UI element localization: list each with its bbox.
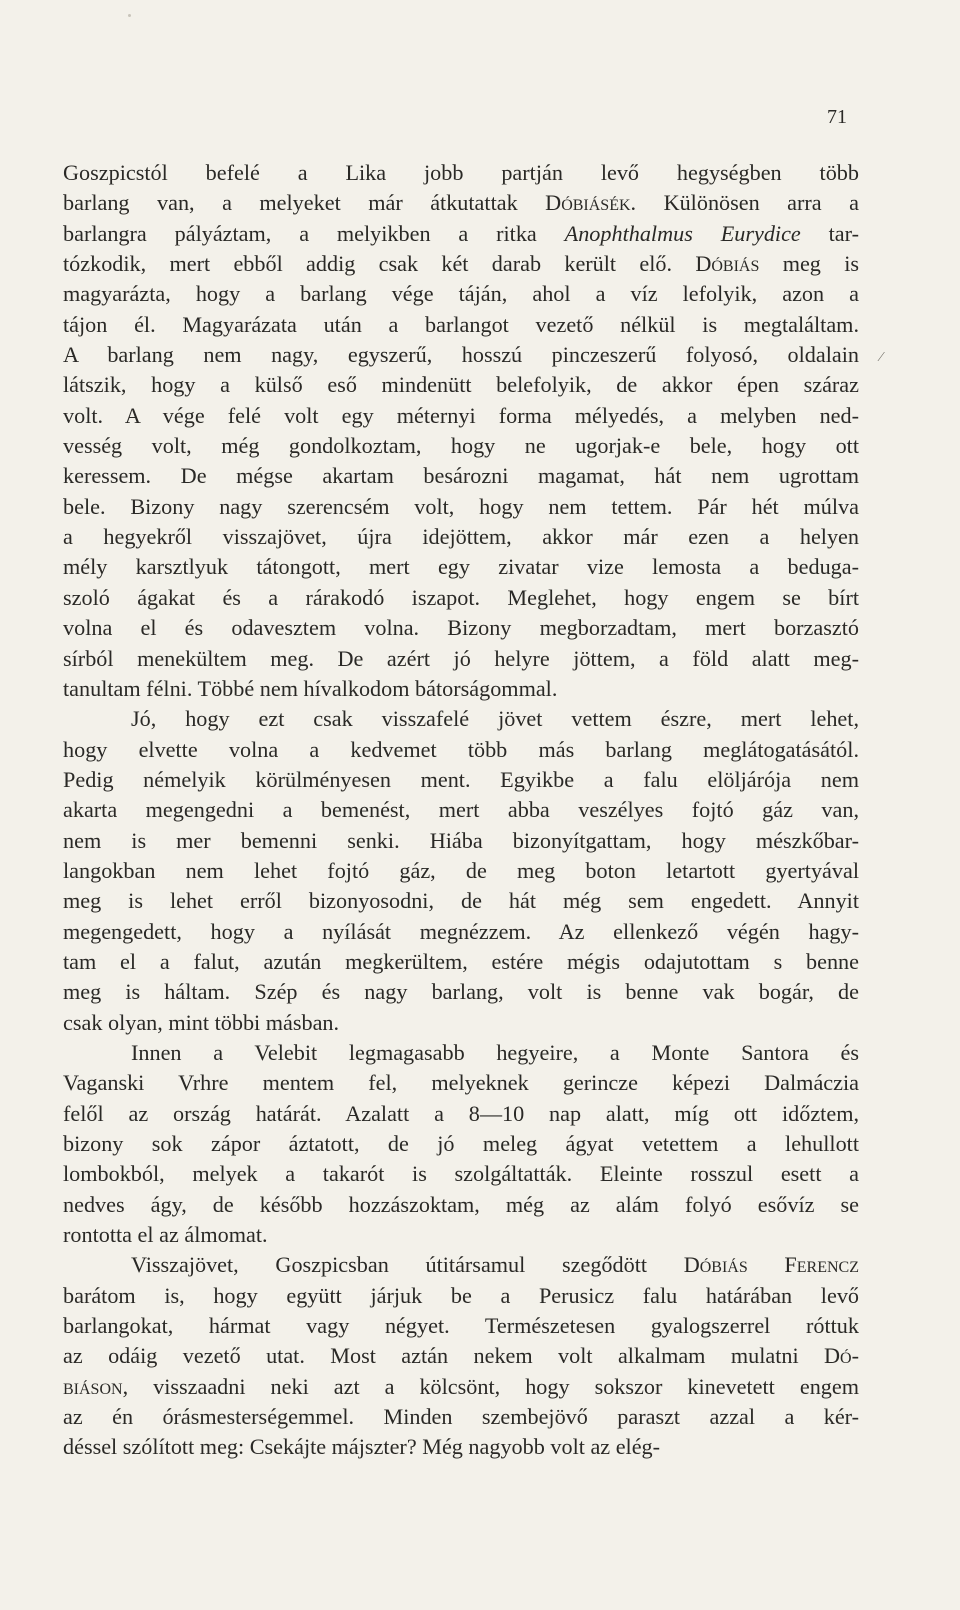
name-small-caps: Dóbiás Ferencz xyxy=(683,1252,859,1278)
text-run: barlangokat, hármat vagy négyet. Természetesen gyalogszerrel róttuk xyxy=(63,1313,859,1339)
text-run: volna el és odavesztem volna. Bizony megborzadtam, mert borzasztó xyxy=(63,615,859,641)
text-line xyxy=(63,188,859,218)
text-line xyxy=(63,1190,859,1220)
text-line xyxy=(63,552,859,582)
text-line xyxy=(63,1372,859,1402)
text-run: barlangra pályáztam, a melyikben a ritka xyxy=(63,220,565,246)
name-small-caps: Dó- xyxy=(824,1343,859,1369)
text-run: Goszpicstól befelé a Lika jobb partján levő hegységben több xyxy=(63,160,859,185)
text-run: meg is xyxy=(759,251,859,277)
page-number: 71 xyxy=(827,106,847,128)
paper-speck xyxy=(128,14,131,17)
text-line xyxy=(63,431,859,461)
text-run: bele. Bizony nagy szerencsém volt, hogy nem tettem. Pár hét múlva xyxy=(63,493,859,519)
text-run: hogy elvette volna a kedvemet több más barlang meglátogatásától. xyxy=(63,736,859,762)
name-small-caps: Dóbiásék xyxy=(545,190,631,216)
text-run: barlang van, a melyeket már átkutattak xyxy=(63,190,546,216)
text-line xyxy=(63,1250,859,1280)
body-text xyxy=(63,158,859,1463)
text-run: tam el a falut, azután megkerültem, estére mégis odajutottam s benne xyxy=(63,948,859,974)
text-line xyxy=(63,917,859,947)
text-line xyxy=(63,219,859,249)
text-run: tájon él. Magyarázata után a barlangot vezető nélkül is megtaláltam. xyxy=(63,311,859,337)
text-run: akarta megengedni a bemenést, mert abba veszélyes fojtó gáz van, xyxy=(63,797,859,823)
text-line xyxy=(63,249,859,279)
text-run: nedves ágy, de később hozzászoktam, még az alám folyó esővíz se xyxy=(63,1191,859,1217)
margin-pencil-mark: ⁄ xyxy=(880,350,883,365)
text-run: A barlang nem nagy, egyszerű, hosszú pinczeszerű folyosó, oldalain xyxy=(63,342,859,368)
text-run: . Különösen arra a xyxy=(630,190,859,216)
text-line xyxy=(63,583,859,613)
text-line xyxy=(63,1281,859,1311)
text-run: tanultam félni. Többé nem hívalkodom bátorságommal. xyxy=(63,675,558,701)
text-line xyxy=(63,461,859,491)
text-line xyxy=(63,1068,859,1098)
text-run: az odáig vezető utat. Most aztán nekem volt alkalmam mulatni xyxy=(63,1343,825,1369)
text-run: langokban nem lehet fojtó gáz, de meg boton letartott gyertyával xyxy=(63,857,859,883)
text-line xyxy=(63,492,859,522)
species-name-italic: Anophthalmus Eurydice xyxy=(564,220,801,246)
text-line xyxy=(63,613,859,643)
text-line xyxy=(63,1159,859,1189)
text-run: déssel szólított meg: Csekájte májszter? Még nagyobb volt az elég- xyxy=(63,1434,661,1460)
text-line xyxy=(63,1432,859,1462)
text-line xyxy=(63,1129,859,1159)
text-line xyxy=(63,947,859,977)
text-line xyxy=(63,826,859,856)
text-run: nem is mer bemenni senki. Hiába bizonyítgattam, hogy mészkőbar- xyxy=(63,827,859,853)
text-run: az én órásmesterségemmel. Minden szembejövő paraszt azzal a kér- xyxy=(63,1404,859,1430)
text-line xyxy=(63,1099,859,1129)
text-run: meg is háltam. Szép és nagy barlang, volt is benne vak bogár, de xyxy=(63,979,859,1005)
text-run: meg is lehet erről bizonyosodni, de hát még sem engedett. Annyit xyxy=(63,888,859,914)
text-line xyxy=(63,886,859,916)
text-run: csak olyan, mint többi másban. xyxy=(63,1009,340,1035)
text-line xyxy=(63,1341,859,1371)
text-line xyxy=(63,310,859,340)
text-line xyxy=(63,279,859,309)
text-run: Jó, hogy ezt csak visszafelé jövet vettem észre, mert lehet, xyxy=(131,706,859,732)
text-line xyxy=(63,158,859,188)
text-run: szoló ágakat és a rárakodó iszapot. Meglehet, hogy engem se bírt xyxy=(63,584,859,610)
text-line xyxy=(63,1402,859,1432)
text-run: magyarázta, hogy a barlang vége táján, ahol a víz lefolyik, azon a xyxy=(63,281,859,307)
text-line xyxy=(63,401,859,431)
text-run: keressem. De mégse akartam besározni magamat, hát nem ugrottam xyxy=(63,463,859,489)
text-line xyxy=(63,370,859,400)
text-line xyxy=(63,340,859,370)
text-line xyxy=(63,1311,859,1341)
text-line xyxy=(63,856,859,886)
text-line xyxy=(63,735,859,765)
text-run: tar- xyxy=(800,220,859,246)
text-line xyxy=(63,1008,859,1038)
text-run: lombokból, melyek a takarót is szolgáltatták. Eleinte rosszul esett a xyxy=(63,1161,859,1187)
text-run: felől az ország határát. Azalatt a 8—10 nap alatt, míg ott időztem, xyxy=(63,1100,859,1126)
text-run: mély karsztlyuk tátongott, mert egy zivatar vize lemosta a beduga- xyxy=(63,554,859,580)
text-line xyxy=(63,522,859,552)
text-run: Vaganski Vrhre mentem fel, melyeknek gerincze képezi Dalmáczia xyxy=(63,1070,859,1096)
text-run: barátom is, hogy együtt járjuk be a Perusicz falu határában levő xyxy=(63,1282,859,1308)
text-run: látszik, hogy a külső eső mindenütt belefolyik, de akkor épen száraz xyxy=(63,372,859,398)
text-line xyxy=(63,704,859,734)
text-run: megengedett, hogy a nyílását megnézzem. Az ellenkező végén hagy- xyxy=(63,918,859,944)
text-run: sírból menekültem meg. De azért jó helyre jöttem, a föld alatt meg- xyxy=(63,645,859,671)
text-line xyxy=(63,795,859,825)
text-line xyxy=(63,1038,859,1068)
text-run: a hegyekről visszajövet, újra idejöttem, akkor már ezen a helyen xyxy=(63,524,859,550)
text-run: bizony sok zápor áztatott, de jó meleg ágyat vetettem a lehullott xyxy=(63,1131,859,1156)
text-line xyxy=(63,1220,859,1250)
text-run: Innen a Velebit legmagasabb hegyeire, a Monte Santora és xyxy=(131,1039,859,1065)
text-run: vesség volt, még gondolkoztam, hogy ne ugorjak-e bele, hogy ott xyxy=(63,433,859,459)
text-line xyxy=(63,765,859,795)
text-line xyxy=(63,644,859,674)
text-run: Pedig némelyik körülményesen ment. Egyikbe a falu elöljárója nem xyxy=(63,766,859,792)
text-run: volt. A vége felé volt egy méternyi forma mélyedés, a melyben ned- xyxy=(63,402,859,428)
text-run: Visszajövet, Goszpicsban útitársamul szegődött xyxy=(131,1252,684,1278)
text-run: rontotta el az álmomat. xyxy=(63,1222,268,1248)
text-run: tózkodik, mert ebből addig csak két darab került elő. xyxy=(63,251,696,277)
name-small-caps: Dóbiás xyxy=(695,251,760,277)
text-run: , visszaadni neki azt a kölcsönt, hogy sokszor kinevetett engem xyxy=(122,1373,859,1399)
text-line xyxy=(63,977,859,1007)
text-line xyxy=(63,674,859,704)
name-small-caps: biáson xyxy=(63,1373,123,1399)
